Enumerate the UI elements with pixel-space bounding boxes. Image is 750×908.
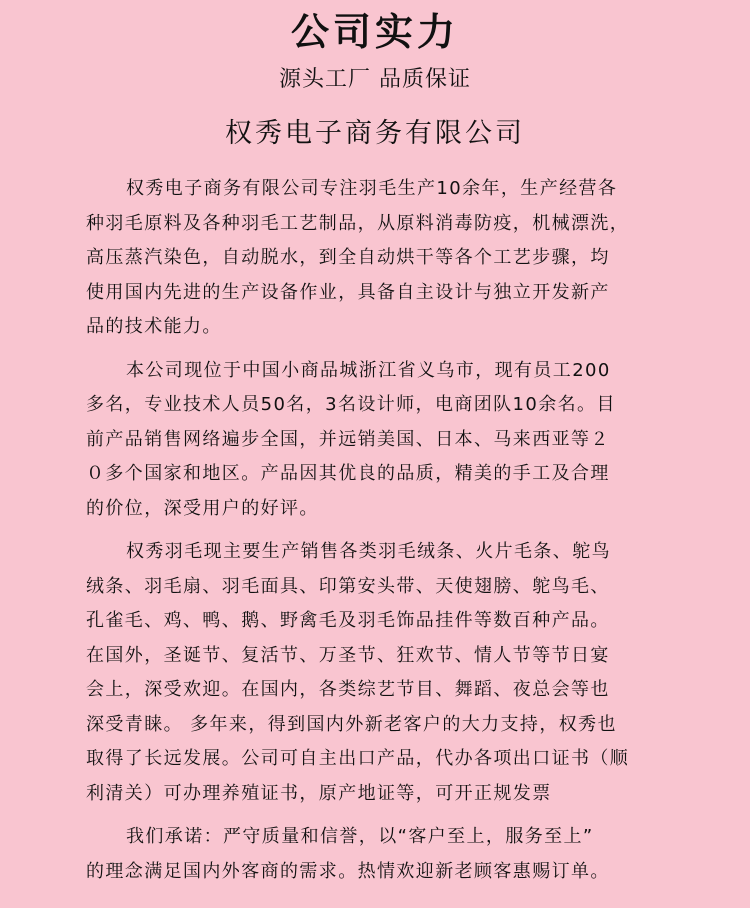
paragraph-line: 品的技术能力。 xyxy=(86,316,222,337)
paragraph-line: 深受青睐。 多年来，得到国内外新老客户的大力支持，权秀也 xyxy=(86,713,617,735)
paragraph-line: 利清关）可办理养殖证书，原产地证等，可开正规发票 xyxy=(86,782,552,804)
paragraph-line: 在国外，圣诞节、复活节、万圣节、狂欢节、情人节等节日宴 xyxy=(86,644,610,666)
paragraph-line: 取得了长远发展。公司可自主出口产品，代办各项出口证书（顺 xyxy=(86,748,630,769)
paragraph-line: ０多个国家和地区。产品因其优良的品质，精美的手工及合理 xyxy=(86,463,610,484)
paragraph-4 xyxy=(86,820,706,889)
paragraph-line: 会上，深受欢迎。在国内，各类综艺节目、舞蹈、夜总会等也 xyxy=(86,679,610,700)
paragraph-2 xyxy=(86,354,706,527)
paragraph-1 xyxy=(86,172,706,345)
paragraph-line: 本公司现位于中国小商品城浙江省义乌市，现有员工200 xyxy=(126,359,611,381)
page-subtitle: 源头工厂 品质保证 xyxy=(279,67,471,92)
paragraph-line: 使用国内先进的生产设备作业，具备自主设计与独立开发新产 xyxy=(86,281,610,303)
paragraph-line: 孔雀毛、鸡、鸭、鹅、野禽毛及羽毛饰品挂件等数百种产品。 xyxy=(86,610,610,631)
page-title: 公司实力 xyxy=(290,10,459,54)
paragraph-line: 种羽毛原料及各种羽毛工艺制品，从原料消毒防疫，机械漂洗， xyxy=(86,212,630,234)
paragraph-line: 我们承诺：严守质量和信誉，以“客户至上，服务至上” xyxy=(126,826,594,847)
paragraph-line: 权秀电子商务有限公司专注羽毛生产10余年，生产经营各 xyxy=(126,178,618,199)
company-name-heading: 权秀电子商务有限公司 xyxy=(225,118,525,149)
company-description xyxy=(86,172,706,898)
paragraph-line: 的价位，深受用户的好评。 xyxy=(86,497,319,519)
paragraph-line: 多名，专业技术人员50名，3名设计师，电商团队10余名。目 xyxy=(86,394,616,415)
paragraph-line: 权秀羽毛现主要生产销售各类羽毛绒条、火片毛条、鸵鸟 xyxy=(126,541,611,562)
paragraph-line: 的理念满足国内外客商的需求。热情欢迎新老顾客惠赐订单。 xyxy=(86,860,610,882)
paragraph-3 xyxy=(86,535,706,811)
paragraph-line: 高压蒸汽染色，自动脱水，到全自动烘干等各个工艺步骤，均 xyxy=(86,247,610,268)
paragraph-line: 前产品销售网络遍步全国，并远销美国、日本、马来西亚等２ xyxy=(86,428,610,450)
paragraph-line: 绒条、羽毛扇、羽毛面具、印第安头带、天使翅膀、鸵鸟毛、 xyxy=(86,575,610,597)
